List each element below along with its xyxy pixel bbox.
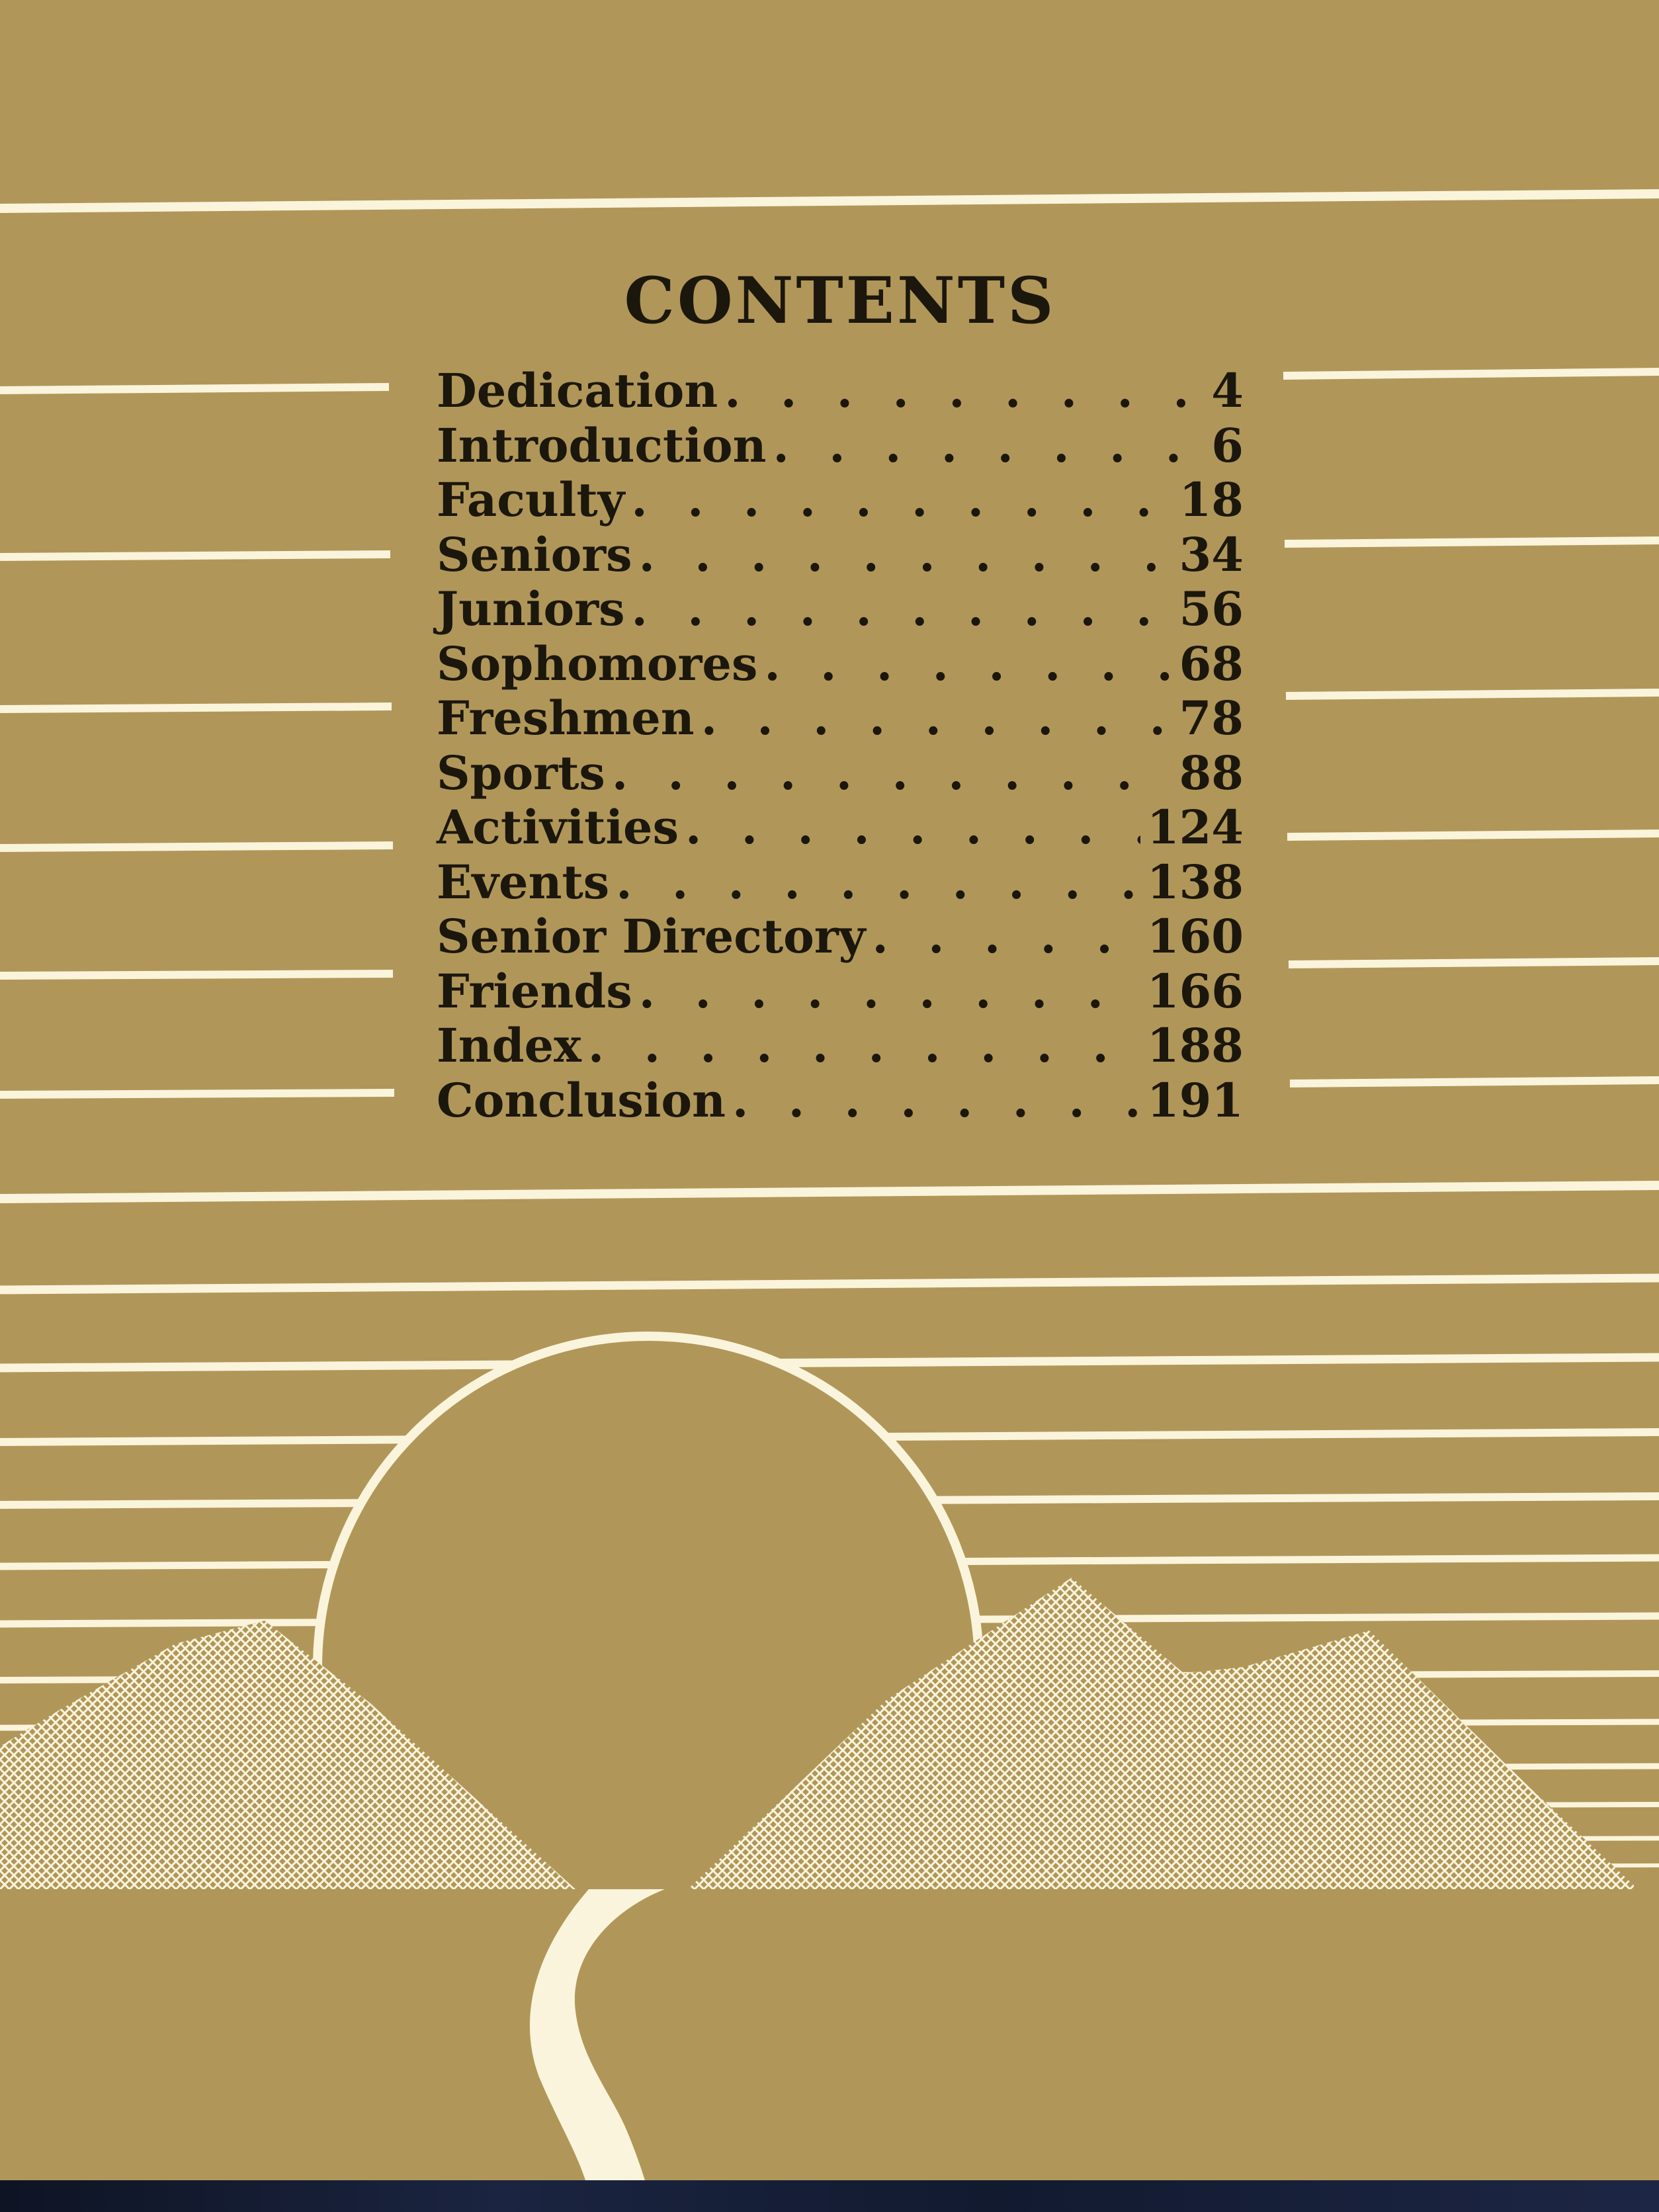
toc-entry-page: 34: [1179, 527, 1244, 582]
toc-entry-label: Freshmen: [437, 691, 695, 745]
toc-entry[interactable]: [437, 1074, 1244, 1128]
toc-entry[interactable]: [437, 800, 1244, 855]
toc-entry-page: 88: [1179, 745, 1244, 800]
dot-leader: [724, 364, 1205, 419]
right-stripes: [1283, 372, 1659, 1084]
dot-leader: [685, 800, 1140, 855]
contents-list: [437, 364, 1244, 1128]
table-of-contents: [437, 251, 1244, 1128]
toc-entry[interactable]: [437, 1019, 1244, 1074]
toc-entry-label: Index: [437, 1018, 581, 1073]
left-stripes: [0, 387, 394, 1095]
toc-entry[interactable]: [437, 637, 1244, 692]
dot-leader: [612, 746, 1173, 801]
toc-entry[interactable]: [437, 746, 1244, 801]
toc-entry[interactable]: [437, 582, 1244, 637]
dot-leader: [639, 528, 1173, 583]
toc-entry-page: 6: [1211, 417, 1244, 473]
toc-entry[interactable]: [437, 964, 1244, 1019]
toc-entry-label: Sophomores: [437, 636, 758, 691]
toc-entry-page: 78: [1179, 691, 1244, 745]
dot-leader: [872, 910, 1140, 964]
dot-leader: [631, 582, 1172, 637]
toc-entry-label: Seniors: [437, 527, 632, 582]
toc-entry[interactable]: [437, 364, 1244, 419]
toc-entry-label: Events: [437, 854, 610, 910]
dot-leader: [631, 473, 1172, 528]
dot-leader: [773, 419, 1205, 474]
toc-entry-label: Senior Directory: [437, 909, 866, 964]
toc-entry-page: 138: [1146, 854, 1244, 910]
toc-entry-page: 188: [1146, 1018, 1244, 1073]
toc-entry-page: 124: [1146, 800, 1244, 855]
toc-entry[interactable]: [437, 855, 1244, 910]
toc-entry-page: 68: [1179, 636, 1244, 691]
toc-entry-label: Activities: [437, 800, 679, 855]
toc-entry-label: Friends: [437, 963, 632, 1019]
toc-entry[interactable]: [437, 910, 1244, 964]
toc-entry-page: 4: [1211, 363, 1244, 418]
dot-leader: [588, 1019, 1140, 1074]
toc-entry-page: 191: [1146, 1072, 1244, 1128]
dot-leader: [764, 637, 1172, 692]
contents-title: CONTENTS: [624, 263, 1056, 338]
toc-entry-label: Juniors: [437, 581, 625, 636]
toc-entry[interactable]: [437, 419, 1244, 474]
toc-entry-label: Sports: [437, 745, 605, 800]
dot-leader: [732, 1074, 1140, 1128]
dot-leader: [701, 691, 1173, 746]
ground: [0, 1889, 1659, 2180]
toc-entry-page: 160: [1146, 909, 1244, 964]
dot-leader: [616, 855, 1140, 910]
toc-entry[interactable]: [437, 473, 1244, 528]
toc-entry-page: 56: [1179, 581, 1244, 636]
toc-entry-label: Faculty: [437, 472, 625, 527]
top-stripe: [0, 194, 1659, 208]
toc-entry-label: Conclusion: [437, 1072, 726, 1128]
dot-leader: [639, 964, 1140, 1019]
toc-entry-page: 166: [1146, 963, 1244, 1019]
toc-entry-label: Dedication: [437, 363, 718, 418]
toc-entry-label: Introduction: [437, 417, 767, 473]
toc-entry[interactable]: [437, 528, 1244, 583]
scan-edge-strip: [0, 2180, 1659, 2212]
toc-entry[interactable]: [437, 691, 1244, 746]
toc-entry-page: 18: [1179, 472, 1244, 527]
